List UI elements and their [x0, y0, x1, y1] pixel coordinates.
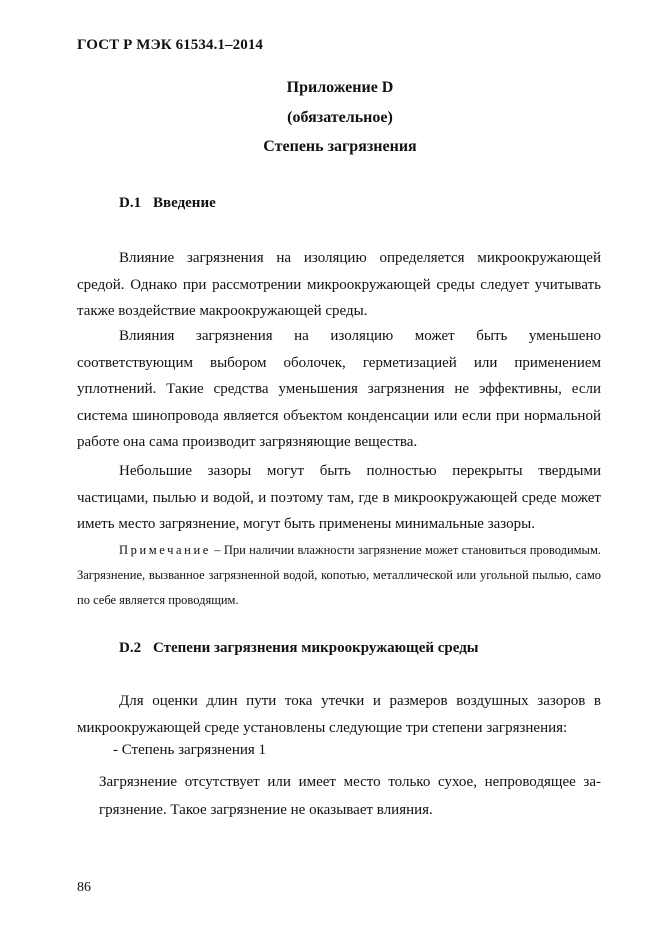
list-item-degree-1: - Степень загрязнения 1 — [113, 742, 267, 758]
note — [77, 538, 601, 613]
section-heading-d2 — [119, 640, 479, 657]
appendix-title: Приложение D — [286, 79, 394, 96]
paragraph-2: Влияния загрязнения на изоляцию может быть уменьшено соответствующим выбором оболочек, герметизацией или применением уплотнений. Такие средства уменьшения загрязнения не эффективны, если система шинопровода является объектом конденсации или если при нормальной работе она сама производит загрязняющие вещества. — [77, 328, 601, 450]
note-label: Примечание — [119, 543, 211, 557]
section-title: Введение — [153, 195, 216, 211]
standard-code-header: ГОСТ Р МЭК 61534.1–2014 — [77, 37, 264, 53]
section-number: D.1 — [119, 195, 142, 211]
definition-line-1: Загрязнение отсутствует или имеет место только сухое, непроводящее за- — [99, 774, 601, 790]
paragraph-intro: Для оценки длин пути тока утечки и размеров воздушных зазоров в микроокружающей среде установлены следующие три степени загрязнения: — [77, 693, 601, 736]
section-heading-d1 — [119, 195, 216, 212]
appendix-name: Степень загрязнения — [263, 138, 417, 155]
definition-line-2: грязнение. Такое загрязнение не оказывает влияния. — [99, 802, 433, 818]
note-text: – При наличии влажности загрязнение может становиться проводимым. Загрязнение, вызванное загрязненной водой, копотью, металлической или угольной пылью, само по себе является проводящим. — [77, 543, 601, 607]
appendix-status: (обязательное) — [287, 109, 393, 126]
section-number: D.2 — [119, 640, 142, 656]
degree-1-definition — [77, 768, 601, 824]
paragraph-1: Влияние загрязнения на изоляцию определяется микроокружающей средой. Однако при рассмотрении микроокружающей среды следует учитывать также воздействие макроокружающей среды. — [77, 250, 601, 319]
page-number: 86 — [77, 880, 91, 895]
section-title: Степени загрязнения микроокружающей среды — [153, 640, 479, 656]
paragraph-3: Небольшие зазоры могут быть полностью перекрыты твердыми частицами, пылью и водой, и поэтому там, где в микроокружающей среде может иметь место загрязнение, могут быть применены минимальные зазоры. — [77, 463, 601, 532]
